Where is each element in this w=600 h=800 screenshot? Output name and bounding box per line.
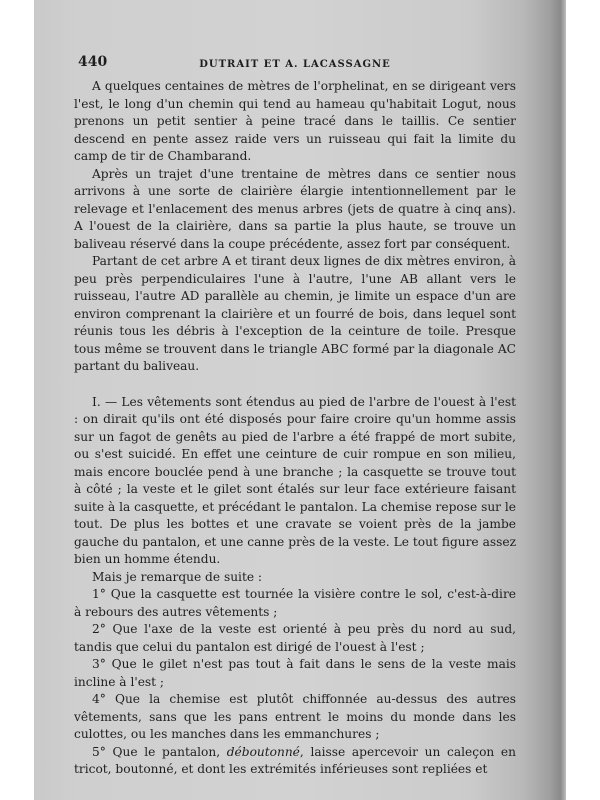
text-run: 5° Que le pantalon, [92, 744, 227, 759]
paragraph: A quelques centaines de mètres de l'orphelinat, en se dirigeant vers l'est, le long d'un chemin qui tend au hameau qu'habitait Logut, nous prenons un petit sentier à peine tracé dans le taillis. Ce sentier descend en pente assez raide vers un ruisseau qui fait la limite du camp de tir de Chambarand. [74, 79, 516, 163]
list-item: 4° Que la chemise est plutôt chiffonnée au-dessus des autres vêtements, sans que les pans entrent le moins du monde dans les culottes, ou les manches dans les emmanchures ; [74, 692, 516, 741]
list-item: 1° Que la casquette est tournée la visière contre le sol, c'est-à-dire à rebours des autres vêtements ; [74, 587, 516, 619]
paragraph: Mais je remarque de suite : [92, 569, 263, 584]
paragraph: Après un trajet d'une trentaine de mètres dans ce sentier nous arrivons à une sorte de clairière élargie intentionnellement par le relevage et l'enlacement des menus arbres (jets de quatre à cinq ans). A l'ouest de la clairière, dans sa partie la plus haute, se trouve un baliveau réservé dans la coupe précédente, assez fort par conséquent. [74, 166, 516, 251]
page-body [74, 54, 516, 779]
page-number: 440 [78, 54, 108, 70]
list-item: 3° Que le gilet n'est pas tout à fait dans le sens de la veste mais incline à l'est ; [74, 657, 516, 689]
paragraph: I. — Les vêtements sont étendus au pied de l'arbre de l'ouest à l'est : on dirait qu'ils ont été disposés pour faire croire qu'un homme assis sur un fagot de genêts au pied de l'arbre a été frappé de mort subite, ou s'est suicidé. En effet une ceinture de cuir rompue en son milieu, mais encore bouclée pend à une branche ; la casquette se trouve tout à côté ; la veste et le gilet sont étalés sur leur face extérieure faisant suite à la casquette, et précédant le pantalon. La chemise repose sur le tout. De plus les bottes et une cravate se voient près de la jambe gauche du pantalon, et une canne près de la veste. Le tout figure assez bien un homme étendu. [74, 394, 516, 566]
paragraph: Partant de cet arbre A et tirant deux lignes de dix mètres environ, à peu près perpendiculaires l'une à l'autre, l'une AB allant vers le ruisseau, l'autre AD parallèle au chemin, je limite un espace d'un are environ comprenant la clairière et un fourré de bois, dans lequel sont réunis tous les débris à l'exception de la ceinture de toile. Presque tous même se trouvent dans le triangle ABC formé par la diagonale AC partant du baliveau. [74, 254, 516, 373]
running-title: DUTRAIT ET A. LACASSAGNE [199, 59, 391, 70]
section-gap [74, 376, 516, 394]
page-header [74, 54, 516, 74]
italic-word: déboutonné [226, 744, 300, 759]
text-run: , laisse apercevoir un caleçon en tricot, boutonné, et dont les extrémités inférieuses sont repliées et [74, 744, 516, 776]
list-item [74, 744, 516, 779]
list-item: 2° Que l'axe de la veste est orienté à peu près du nord au sud, tandis que celui du pantalon est dirigé de l'ouest à l'est ; [74, 622, 516, 654]
